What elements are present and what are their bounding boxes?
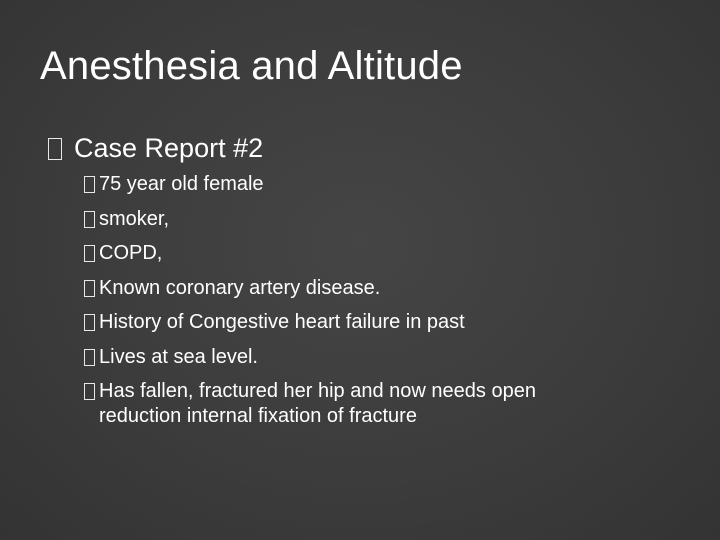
case-report-heading: Case Report #2 bbox=[74, 133, 264, 163]
list-item bbox=[84, 207, 584, 232]
list-item bbox=[84, 276, 584, 301]
list-item-text: 75 year old female bbox=[99, 173, 264, 195]
list-item bbox=[84, 345, 584, 370]
square-bullet-icon bbox=[84, 349, 95, 366]
list-item-text: COPD, bbox=[99, 242, 163, 264]
square-bullet-icon bbox=[48, 138, 62, 160]
list-item-text: Known coronary artery disease. bbox=[99, 276, 381, 299]
square-bullet-icon bbox=[84, 211, 95, 228]
list-item-text: Lives at sea level. bbox=[99, 345, 258, 368]
list-item-text: History of Congestive heart failure in past bbox=[99, 311, 465, 333]
list-item bbox=[84, 379, 584, 429]
case-report-heading-row bbox=[48, 133, 263, 164]
list-item-text: Has fallen, fractured her hip and now needs open reduction internal fixation of fracture bbox=[99, 380, 536, 427]
square-bullet-icon bbox=[84, 280, 95, 297]
list-item bbox=[84, 310, 584, 335]
square-bullet-icon bbox=[84, 314, 95, 331]
case-details-list bbox=[84, 172, 584, 439]
list-item bbox=[84, 172, 584, 197]
slide-title: Anesthesia and Altitude bbox=[40, 44, 463, 88]
list-item bbox=[84, 241, 584, 266]
square-bullet-icon bbox=[84, 245, 95, 262]
square-bullet-icon bbox=[84, 176, 95, 193]
square-bullet-icon bbox=[84, 383, 95, 400]
list-item-text: smoker, bbox=[99, 207, 170, 230]
